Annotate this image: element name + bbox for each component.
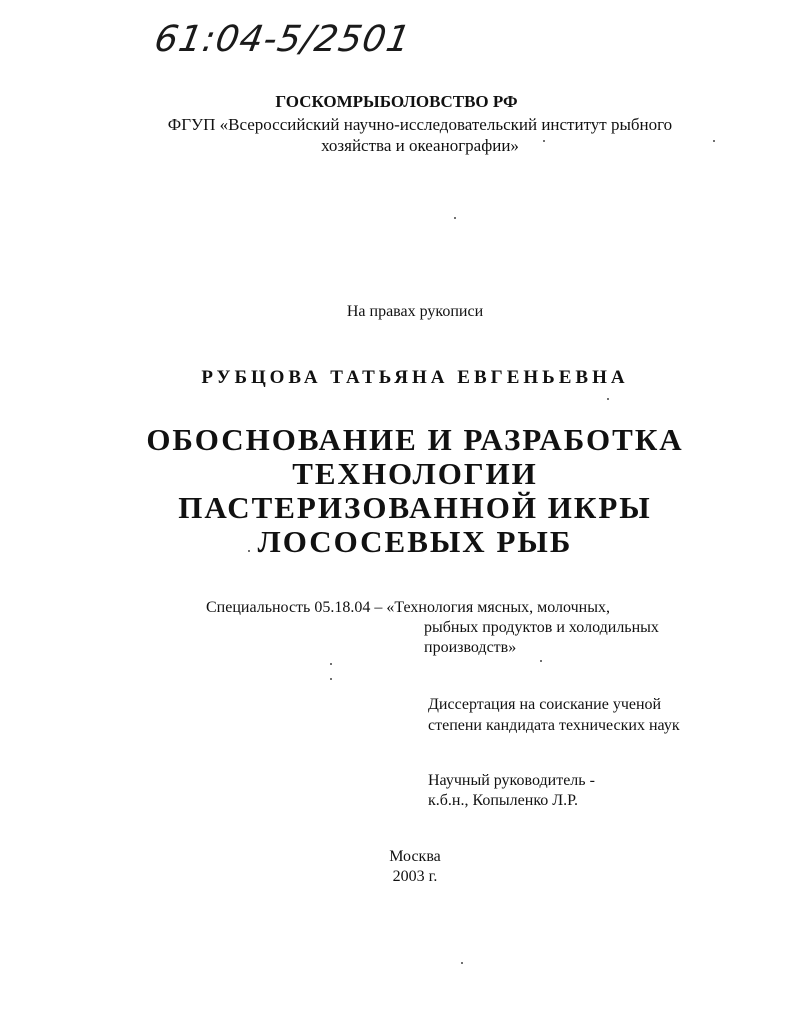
scan-speck bbox=[248, 550, 250, 552]
scientific-supervisor bbox=[428, 771, 595, 811]
scan-speck bbox=[713, 140, 715, 142]
year: 2003 г. bbox=[392, 868, 438, 885]
thesis-title bbox=[100, 423, 730, 559]
institute-line-2: хозяйства и океанографии» bbox=[321, 136, 519, 155]
city: Москва bbox=[389, 848, 441, 865]
supervisor-label: Научный руководитель - bbox=[428, 772, 595, 789]
specialty-continued bbox=[424, 618, 659, 658]
scan-speck bbox=[543, 140, 545, 142]
scan-speck bbox=[454, 217, 456, 219]
scan-speck bbox=[330, 678, 332, 680]
institute-line-1: ФГУП «Всероссийский научно-исследовательский институт рыбного bbox=[167, 115, 673, 134]
title-line-1: ОБОСНОВАНИЕ И РАЗРАБОТКА bbox=[146, 422, 684, 457]
dissertation-line-2: степени кандидата технических наук bbox=[428, 717, 680, 734]
manuscript-note: На правах рукописи bbox=[346, 303, 484, 320]
place-and-year bbox=[340, 847, 490, 887]
scan-speck bbox=[330, 663, 332, 665]
dissertation-line-1: Диссертация на соискание ученой bbox=[428, 696, 662, 713]
handwritten-catalog-number bbox=[151, 19, 455, 82]
scan-speck bbox=[461, 962, 463, 964]
title-line-4: ЛОСОСЕВЫХ РЫБ bbox=[257, 524, 573, 559]
title-line-3: ПАСТЕРИЗОВАННОЙ ИКРЫ bbox=[178, 490, 652, 525]
catalog-number-text: 61:04-5/2501 bbox=[151, 19, 415, 60]
scan-speck bbox=[607, 398, 609, 400]
specialty-line-2: рыбных продуктов и холодильных bbox=[424, 619, 659, 636]
ministry-name: ГОСКОМРЫБОЛОВСТВО РФ bbox=[275, 92, 518, 111]
supervisor-name: к.б.н., Копыленко Л.Р. bbox=[428, 792, 579, 809]
scan-speck bbox=[540, 660, 542, 662]
title-line-2: ТЕХНОЛОГИИ bbox=[292, 456, 538, 491]
specialty-line-3: производств» bbox=[424, 639, 517, 656]
specialty-line-1: Специальность 05.18.04 – «Технология мясных, молочных, bbox=[206, 599, 610, 616]
author-name: РУБЦОВА ТАТЬЯНА ЕВГЕНЬЕВНА bbox=[201, 367, 629, 388]
institute-name bbox=[140, 114, 700, 156]
dissertation-statement bbox=[428, 694, 680, 736]
